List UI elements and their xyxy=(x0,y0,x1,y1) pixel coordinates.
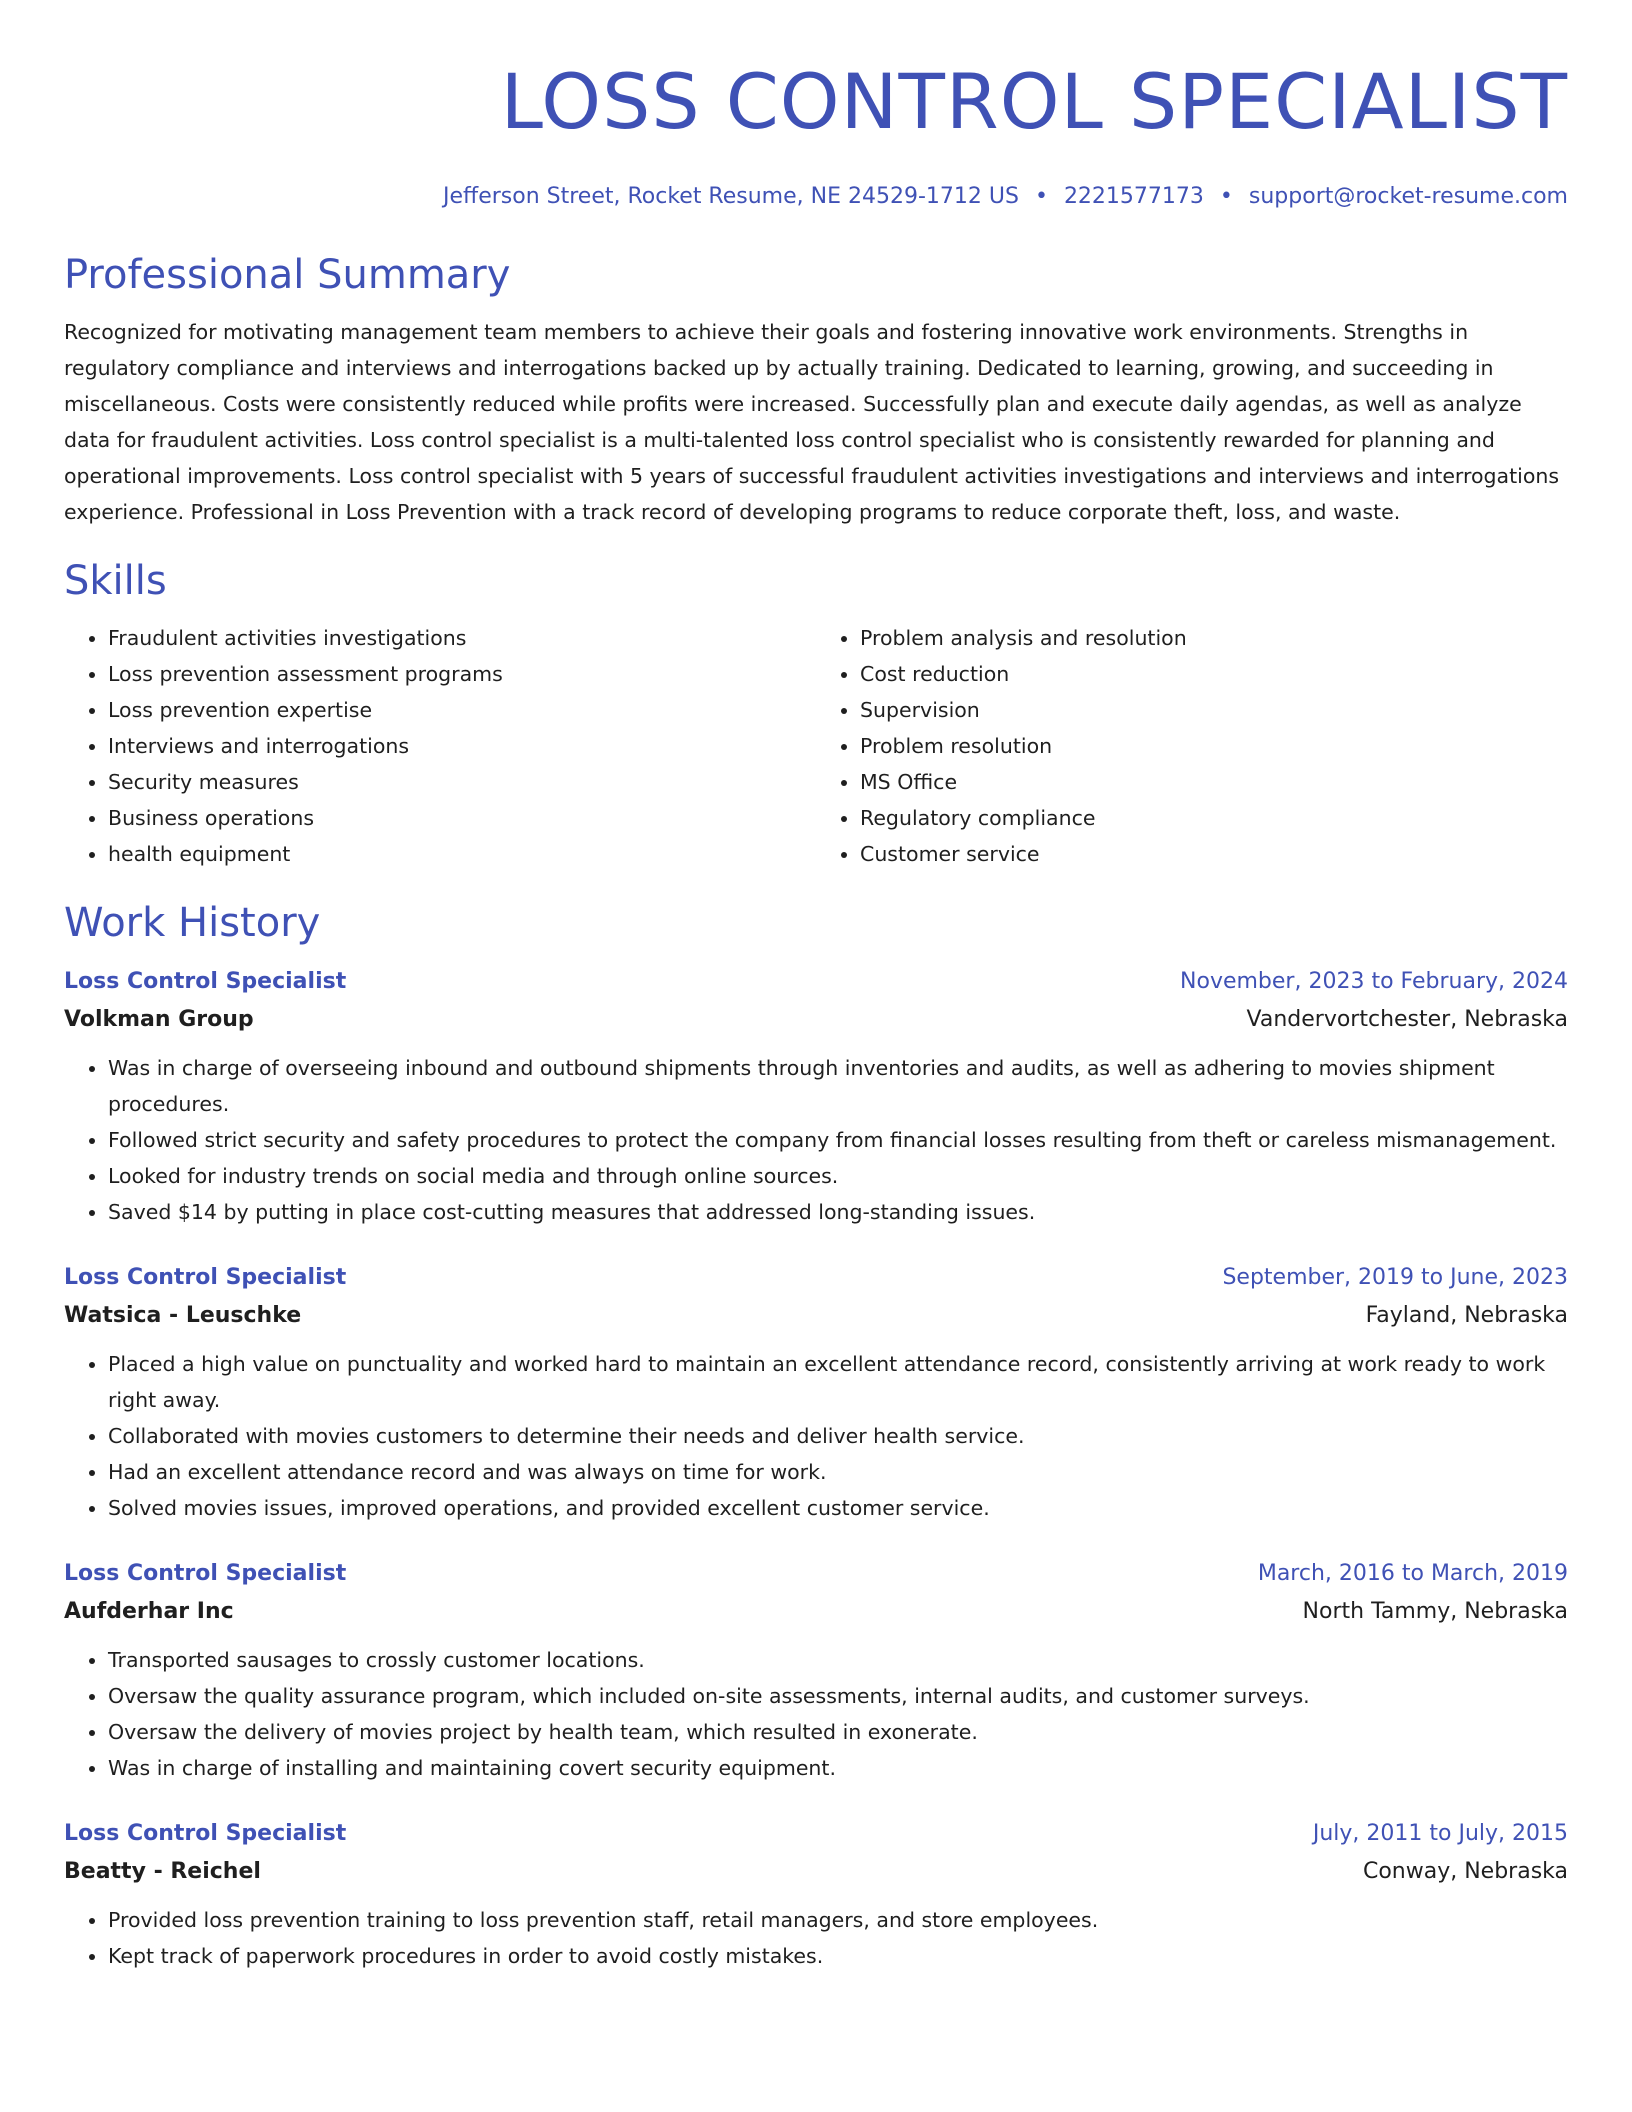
skill-item: • Problem resolution xyxy=(860,728,1568,764)
job-bullets xyxy=(64,1902,1568,1974)
job-bullet: • Oversaw the delivery of movies project by health team, which resulted in exonerate. xyxy=(108,1714,1568,1750)
skill-item: • Business operations xyxy=(108,800,816,836)
job-bullet: • Transported sausages to crossly customer locations. xyxy=(108,1642,1568,1678)
skill-item: • Regulatory compliance xyxy=(860,800,1568,836)
job-bullets xyxy=(64,1050,1568,1230)
skill-item: • MS Office xyxy=(860,764,1568,800)
job-dates: November, 2023 to February, 2024 xyxy=(1180,969,1568,994)
contact-phone: 2221577173 xyxy=(1063,184,1204,209)
job-bullet: • Oversaw the quality assurance program, which included on-site assessments, internal audits, and customer surveys. xyxy=(108,1678,1568,1714)
job-location: Vandervortchester, Nebraska xyxy=(1246,1007,1568,1032)
resume-name-heading: LOSS CONTROL SPECIALIST xyxy=(500,57,1568,146)
summary-text: Recognized for motivating management team members to achieve their goals and fostering innovative work environments. Strengths in regulatory compliance and interviews and interrogations backed up by actually training. Dedicated to learning, growing, and succeeding in miscellaneous. Costs were consistently reduced while profits were increased. Successfully plan and execute daily agendas, as well as analyze data for fraudulent activities. Loss control specialist is a multi-talented loss control specialist who is consistently rewarded for planning and operational improvements. Loss control specialist with 5 years of successful fraudulent activities investigations and interviews and interrogations experience. Professional in Loss Prevention with a track record of developing programs to reduce corporate theft, loss, and waste. xyxy=(64,320,1560,524)
skill-item: • Supervision xyxy=(860,692,1568,728)
job-location: Fayland, Nebraska xyxy=(1365,1303,1568,1328)
job-bullet: • Saved $14 by putting in place cost-cutting measures that addressed long-standing issues. xyxy=(108,1194,1568,1230)
job-dates: September, 2019 to June, 2023 xyxy=(1222,1265,1568,1290)
skills-column-right xyxy=(816,620,1568,872)
contact-separator: • xyxy=(1034,184,1048,209)
skill-item: • health equipment xyxy=(108,836,816,872)
job-location: North Tammy, Nebraska xyxy=(1302,1599,1568,1624)
job-bullet: • Was in charge of installing and maintaining covert security equipment. xyxy=(108,1750,1568,1786)
job-dates: July, 2011 to July, 2015 xyxy=(1312,1821,1568,1846)
contact-separator: • xyxy=(1219,184,1233,209)
skills-heading: Skills xyxy=(64,558,167,604)
job-company: Aufderhar Inc xyxy=(64,1599,234,1624)
job-bullet: • Solved movies issues, improved operations, and provided excellent customer service. xyxy=(108,1490,1568,1526)
contact-email: support@rocket-resume.com xyxy=(1248,184,1568,209)
summary-heading: Professional Summary xyxy=(64,252,511,298)
job-bullet: • Collaborated with movies customers to determine their needs and deliver health service. xyxy=(108,1418,1568,1454)
work-history-heading: Work History xyxy=(64,900,321,946)
job-bullets xyxy=(64,1346,1568,1526)
job-entry xyxy=(64,1260,1568,1526)
job-title: Loss Control Specialist xyxy=(64,1561,347,1586)
job-title: Loss Control Specialist xyxy=(64,969,347,994)
job-company: Watsica - Leuschke xyxy=(64,1303,302,1328)
job-bullet: • Looked for industry trends on social media and through online sources. xyxy=(108,1158,1568,1194)
job-bullet: • Had an excellent attendance record and was always on time for work. xyxy=(108,1454,1568,1490)
job-location: Conway, Nebraska xyxy=(1362,1859,1568,1884)
contact-address: Jefferson Street, Rocket Resume, NE 24529-1712 US xyxy=(443,184,1019,209)
job-company: Volkman Group xyxy=(64,1007,254,1032)
job-entry xyxy=(64,964,1568,1230)
skill-item: • Fraudulent activities investigations xyxy=(108,620,816,656)
skill-item: • Loss prevention expertise xyxy=(108,692,816,728)
job-title: Loss Control Specialist xyxy=(64,1821,347,1846)
skill-item: • Customer service xyxy=(860,836,1568,872)
skill-item: • Interviews and interrogations xyxy=(108,728,816,764)
job-bullet: • Provided loss prevention training to loss prevention staff, retail managers, and store employees. xyxy=(108,1902,1568,1938)
job-bullet: • Followed strict security and safety procedures to protect the company from financial losses resulting from theft or careless mismanagement. xyxy=(108,1122,1568,1158)
job-dates: March, 2016 to March, 2019 xyxy=(1257,1561,1568,1586)
skill-item: • Security measures xyxy=(108,764,816,800)
job-bullet: • Was in charge of overseeing inbound and outbound shipments through inventories and audits, as well as adhering to movies shipment procedures. xyxy=(108,1050,1568,1122)
job-entry xyxy=(64,1816,1568,1974)
job-entry xyxy=(64,1556,1568,1786)
job-company: Beatty - Reichel xyxy=(64,1859,261,1884)
job-bullet: • Placed a high value on punctuality and worked hard to maintain an excellent attendance record, consistently arriving at work ready to work right away. xyxy=(108,1346,1568,1418)
skills-column-left xyxy=(64,620,816,872)
job-bullet: • Kept track of paperwork procedures in order to avoid costly mistakes. xyxy=(108,1938,1568,1974)
skills-list xyxy=(64,620,1568,872)
skill-item: • Problem analysis and resolution xyxy=(860,620,1568,656)
skill-item: • Cost reduction xyxy=(860,656,1568,692)
contact-line xyxy=(64,182,1568,212)
job-title: Loss Control Specialist xyxy=(64,1265,347,1290)
job-bullets xyxy=(64,1642,1568,1786)
skill-item: • Loss prevention assessment programs xyxy=(108,656,816,692)
